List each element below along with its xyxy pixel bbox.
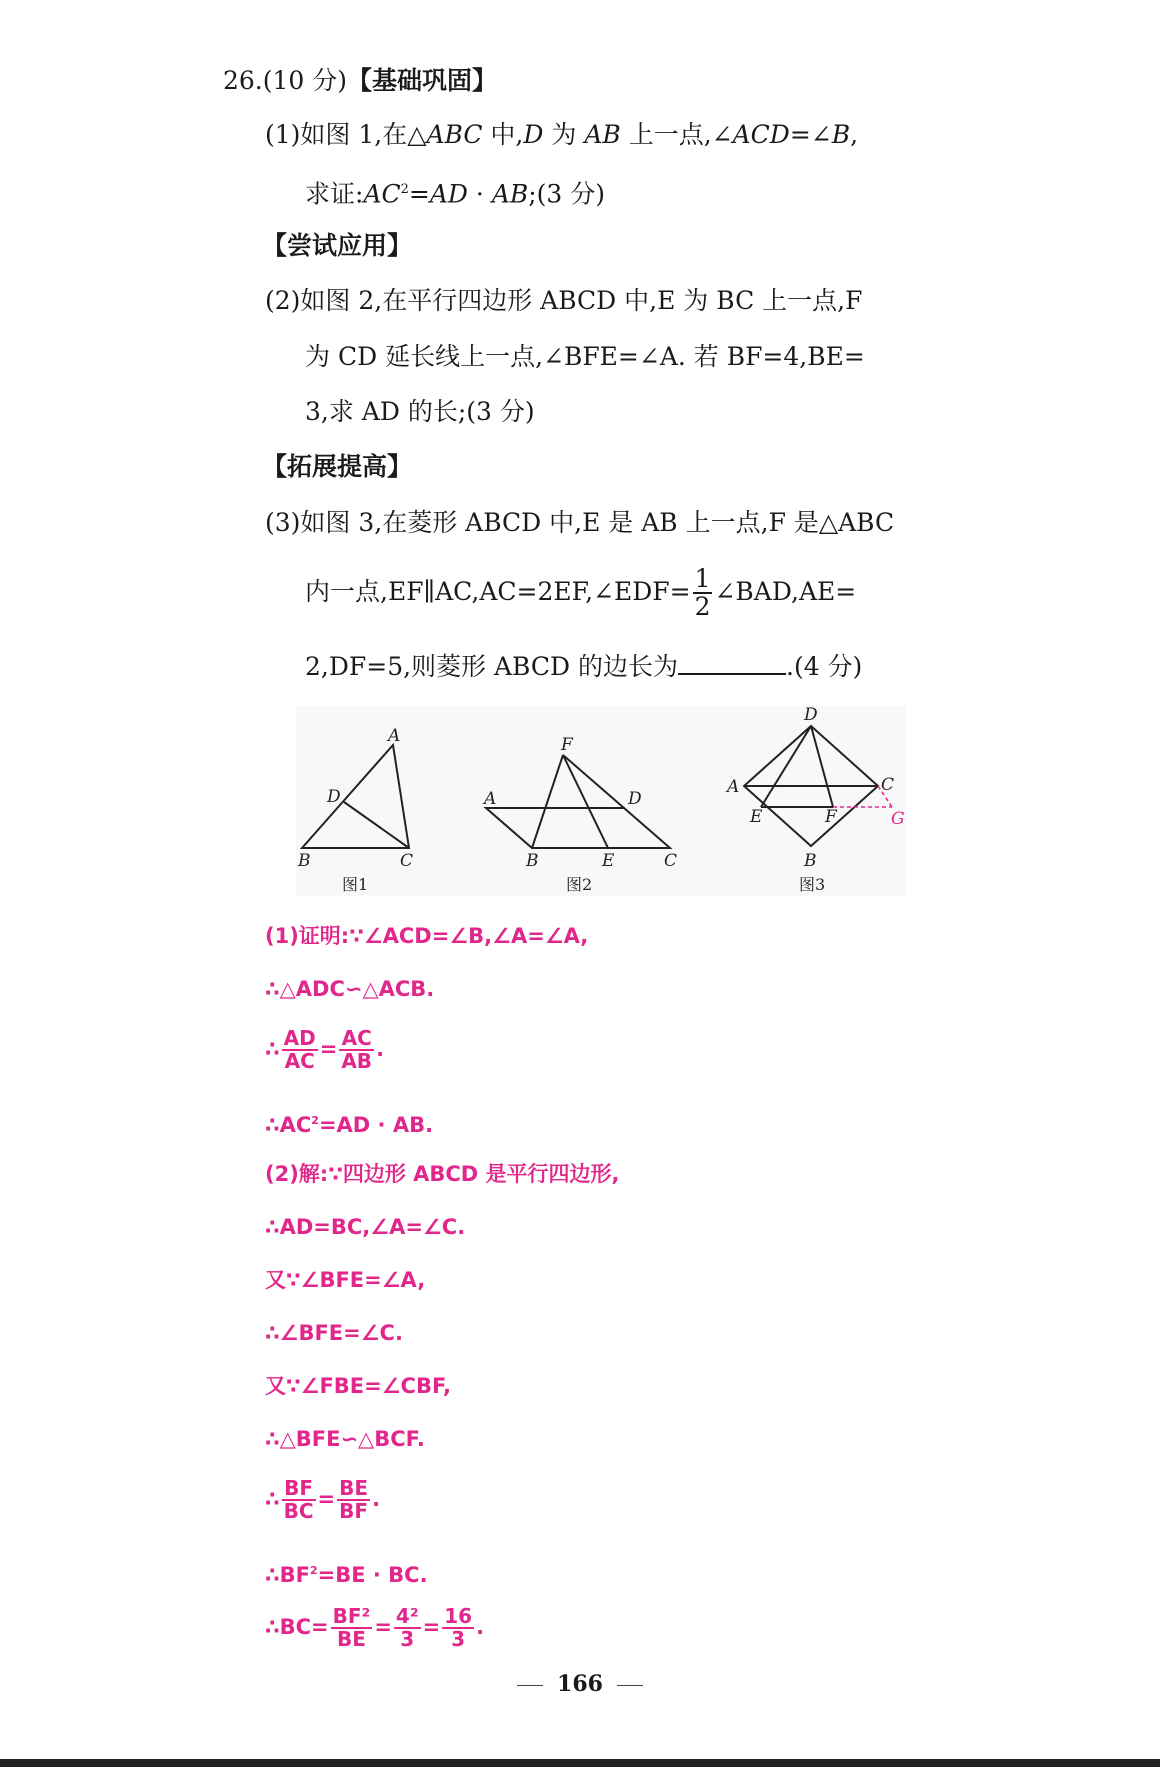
solution-line-12: $\therefore BF^2=BE$ · BC. xyxy=(265,1563,428,1587)
solution-line-1: (1)证明:∵∠ACD=∠B,∠A=∠A, xyxy=(265,924,589,948)
part3-line2: 内一点,EF∥AC,AC=2EF,∠EDF= $\frac{1}{2}$ ∠BAD,AE= xyxy=(305,564,857,622)
fig3-label-g: G xyxy=(891,809,905,829)
tag-basic: 【基础巩固】 xyxy=(347,66,498,95)
problem-number: 26. xyxy=(223,66,263,95)
fig3-label-b: B xyxy=(804,851,817,871)
answer-blank[interactable] xyxy=(678,651,786,675)
fig3-label-d: D xyxy=(804,706,818,725)
fig2-label-d: D xyxy=(628,789,642,809)
page-number-left-dash xyxy=(517,1685,543,1686)
fig2-label-c: C xyxy=(664,851,678,871)
fig3-label-e: E xyxy=(750,807,763,827)
fig2-caption: 图2 xyxy=(566,875,593,894)
fig3-label-c: C xyxy=(881,775,895,795)
part2-line1: (2)如图 2,在平行四边形 ABCD 中,E 为 BC 上一点,F xyxy=(265,286,863,315)
part1-line2: 求证$:AC^2=AD$ · AB;(3 分) xyxy=(305,179,606,209)
problem-score: (10 分) xyxy=(262,66,348,95)
page-number-right-dash xyxy=(617,1685,643,1686)
fig2-label-a: A xyxy=(484,789,497,809)
tag-try: 【尝试应用】 xyxy=(262,231,413,260)
tag-extend: 【拓展提高】 xyxy=(262,452,413,481)
fig3-caption: 图3 xyxy=(799,875,826,894)
part2-line3: 3,求 AD 的长;(3 分) xyxy=(305,397,535,426)
solution-line-11: ∴ $\frac{BF}{BC}$ = $\frac{BE}{BF}$ . xyxy=(265,1476,381,1523)
fig1-label-c: C xyxy=(400,851,414,871)
fig1-label-d: D xyxy=(327,787,341,807)
fig2-label-f: F xyxy=(561,735,573,755)
part3-line1: (3)如图 3,在菱形 ABCD 中,E 是 AB 上一点,F 是△ABC xyxy=(265,508,895,537)
problem-header xyxy=(223,66,497,96)
solution-line-9: 又∵∠FBE=∠CBF, xyxy=(265,1374,451,1398)
solution-line-5: (2)解:∵四边形 ABCD 是平行四边形, xyxy=(265,1162,620,1186)
fig3-label-f: F xyxy=(825,807,837,827)
fig2-label-e: E xyxy=(602,851,615,871)
figures-panel xyxy=(296,706,906,896)
solution-line-7: 又∵∠BFE=∠A, xyxy=(265,1268,426,1292)
solution-line-13: ∴BC= $\frac{\text{BF²}}{BE}$ = $\frac{\text{4²}}{3}$ = $\frac{16}{3}$ . xyxy=(265,1604,485,1651)
solution-line-2: ∴△ADC∽△ACB. xyxy=(265,977,435,1001)
part1-line1: (1)如图 1,在△ABC 中,D 为 AB 上一点,∠ACD=∠B, xyxy=(265,120,859,149)
fig1-label-b: B xyxy=(298,851,311,871)
part3-line3: 2,DF=5,则菱形 ABCD 的边长为 .(4 分) xyxy=(305,652,863,681)
fig1-label-a: A xyxy=(388,726,401,746)
page-number: 166 xyxy=(0,1671,1160,1697)
fig2-label-b: B xyxy=(526,851,539,871)
half-fraction: $\frac{1}{2}$ xyxy=(694,564,711,622)
fig1-caption: 图1 xyxy=(342,875,369,894)
solution-line-6: ∴AD=BC,∠A=∠C. xyxy=(265,1215,466,1239)
solution-line-3: ∴ $\frac{AD}{AC}$ = $\frac{AC}{AB}$ . xyxy=(265,1026,385,1073)
part2-line2: 为 CD 延长线上一点,∠BFE=∠A. 若 BF=4,BE= xyxy=(305,342,865,371)
solution-line-4: $\therefore AC^2=AD$ · AB. xyxy=(265,1113,434,1137)
solution-line-10: ∴△BFE∽△BCF. xyxy=(265,1427,425,1451)
solution-line-8: ∴∠BFE=∠C. xyxy=(265,1321,403,1345)
bottom-bar xyxy=(0,1759,1160,1767)
fig3-label-a: A xyxy=(727,777,740,797)
